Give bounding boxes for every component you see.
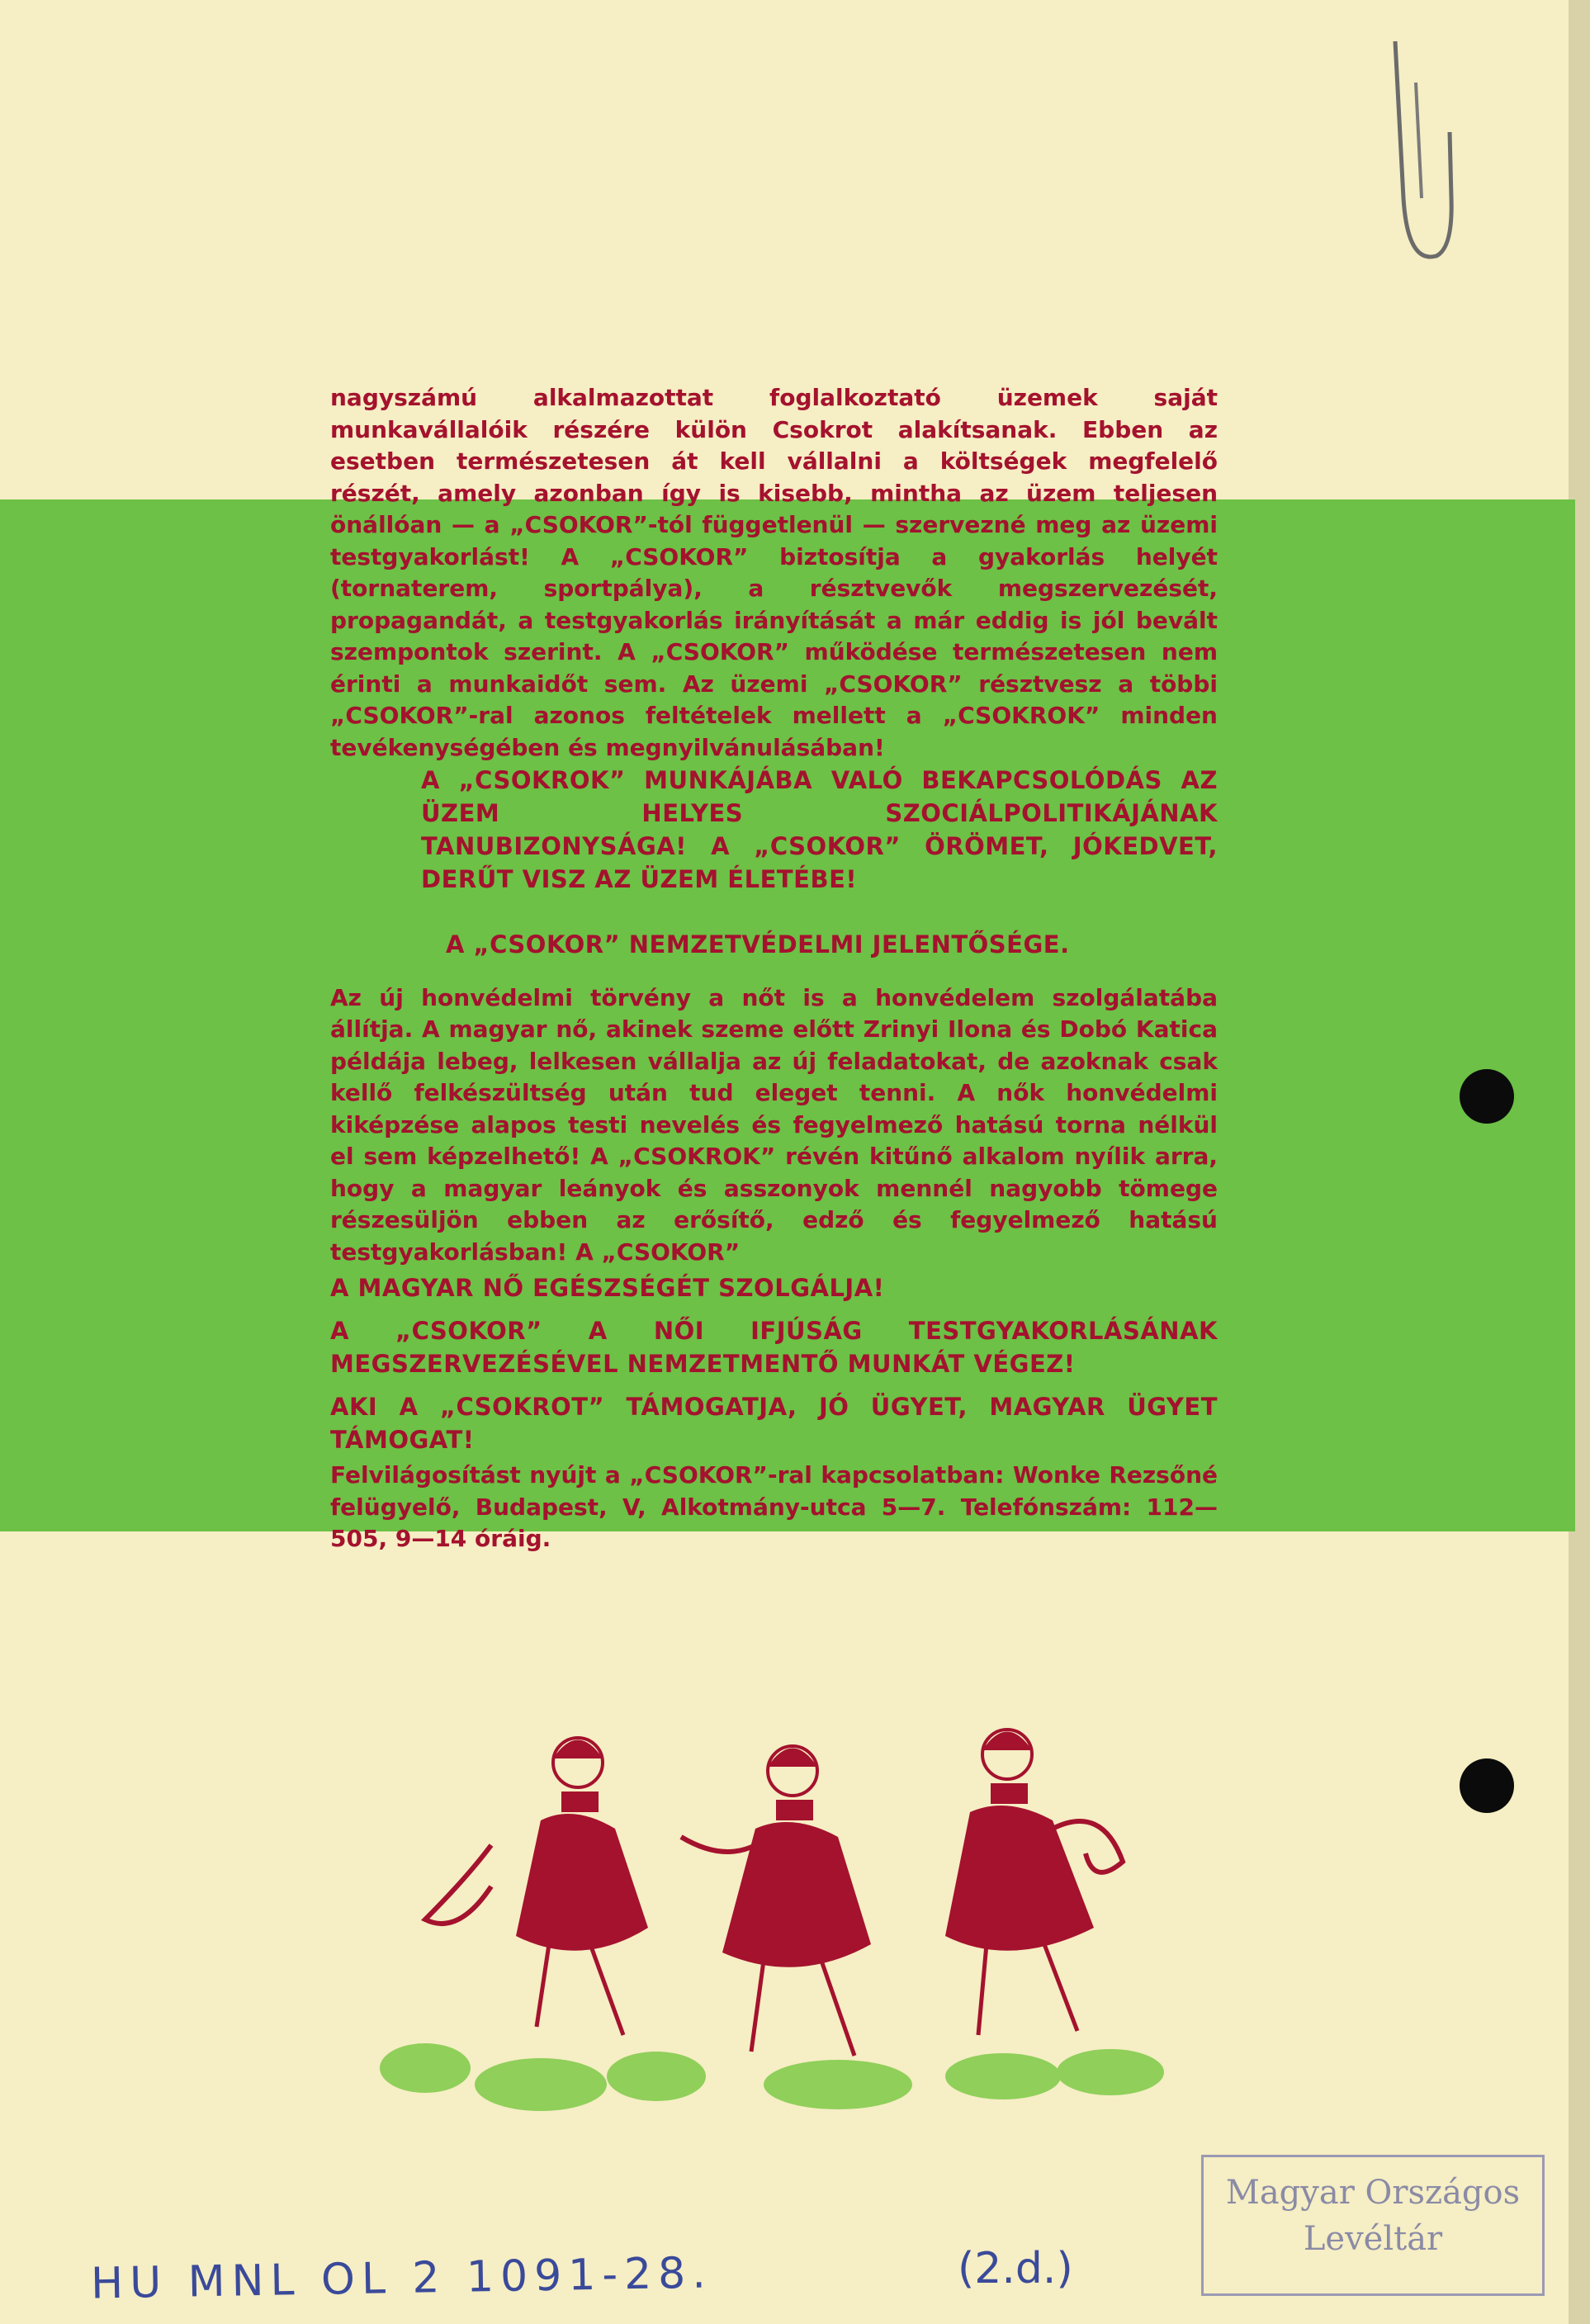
slogan-support: AKI A „CSOKROT” TÁMOGATJA, JÓ ÜGYET, MAGYAR ÜGYET TÁMOGAT! [330,1393,1218,1454]
stamp-line-1: Magyar Országos [1225,2174,1521,2212]
contact-info: Felvilágosítást nyújt a „CSOKOR”-ral kapcsolatban: Wonke Rezsőné felügyelő, Budapest, V, Alkotmány-utca 5—7. Telefónszám: 112—505, 9—14 óráig. [330,1461,1218,1552]
page-mark: (2.d.) [958,2244,1073,2293]
caps-statement: A „CSOKROK” MUNKÁJÁBA VALÓ BEKAPCSOLÓDÁS AZ ÜZEM HELYES SZOCIÁLPOLITIKÁJÁNAK TANUBIZONYSÁGA! A „CSOKOR” ÖRÖMET, JÓKEDVET, DERŰT VISZ AZ ÜZEM ÉLETÉBE! [421,766,1218,893]
archive-reference: HU MNL OL 2 1091-28. [90,2248,713,2309]
punch-hole-upper [1460,1069,1514,1124]
dancer-right [945,1730,1123,2035]
defense-paragraph: Az új honvédelmi törvény a nőt is a honvédelem szolgálatába állítja. A magyar nő, akinek szeme előtt Zrinyi Ilona és Dobó Katica példája lebeg, lelkesen vállalja az új feladatokat, de azoknak csak kellő felkészültség után tud eleget tenni. A nők honvédelmi kiképzése alapos testi nevelés és fegyelmező hatású torna nélkül el sem képzelhető! A „CSOKROK” révén kitűnő alkalom nyílik arra, hogy a magyar leányok és asszonyok mennél nagyobb tömege részesüljön ebben az erősítő, edző és fegyelmező hatású testgyakorlásban! A „CSOKOR” [330,983,1218,1266]
section-heading: A „CSOKOR” NEMZETVÉDELMI JELENTŐSÉGE. [446,930,1070,958]
slogan-health: A MAGYAR NŐ EGÉSZSÉGÉT SZOLGÁLJA! [330,1274,885,1302]
grass-patches [380,2043,1164,2111]
archive-stamp [1201,2155,1545,2296]
paperclip-icon [1370,33,1469,272]
stamp-line-2: Levéltár [1303,2220,1443,2258]
dancer-left [425,1738,648,2035]
slogan-organization: A „CSOKOR” A NŐI IFJÚSÁG TESTGYAKORLÁSÁNAK MEGSZERVEZÉSÉVEL NEMZETMENTŐ MUNKÁT VÉGEZ! [330,1317,1218,1378]
punch-hole-lower [1460,1758,1514,1813]
intro-paragraph: nagyszámú alkalmazottat foglalkoztató üzemek saját munkavállalóik részére külön Csokrot alakítsanak. Ebben az esetben természetesen át kell vállalni a költségek megfelelő részét, amely azonban így is kisebb, mintha az üzem teljesen önállóan — a „CSOKOR”-tól függetlenül — szervezné meg az üzemi testgyakorlást! A „CSOKOR” biztosítja a gyakorlás helyét (tornaterem, sportpálya), a résztvevők megszervezését, propagandát, a testgyakorlás irányítását a már eddig is jól bevált szempontok szerint. A „CSOKOR” működése természetesen nem érinti a munkaidőt sem. Az üzemi „CSOKOR” résztvesz a többi „CSOKOR”-ral azonos feltételek mellett a „CSOKROK” minden tevékenységében és megnyilvánulásában! [330,384,1218,761]
leaflet-text [330,382,1218,1555]
dancer-middle [681,1746,871,2056]
dancing-girls-illustration [376,1721,1226,2118]
